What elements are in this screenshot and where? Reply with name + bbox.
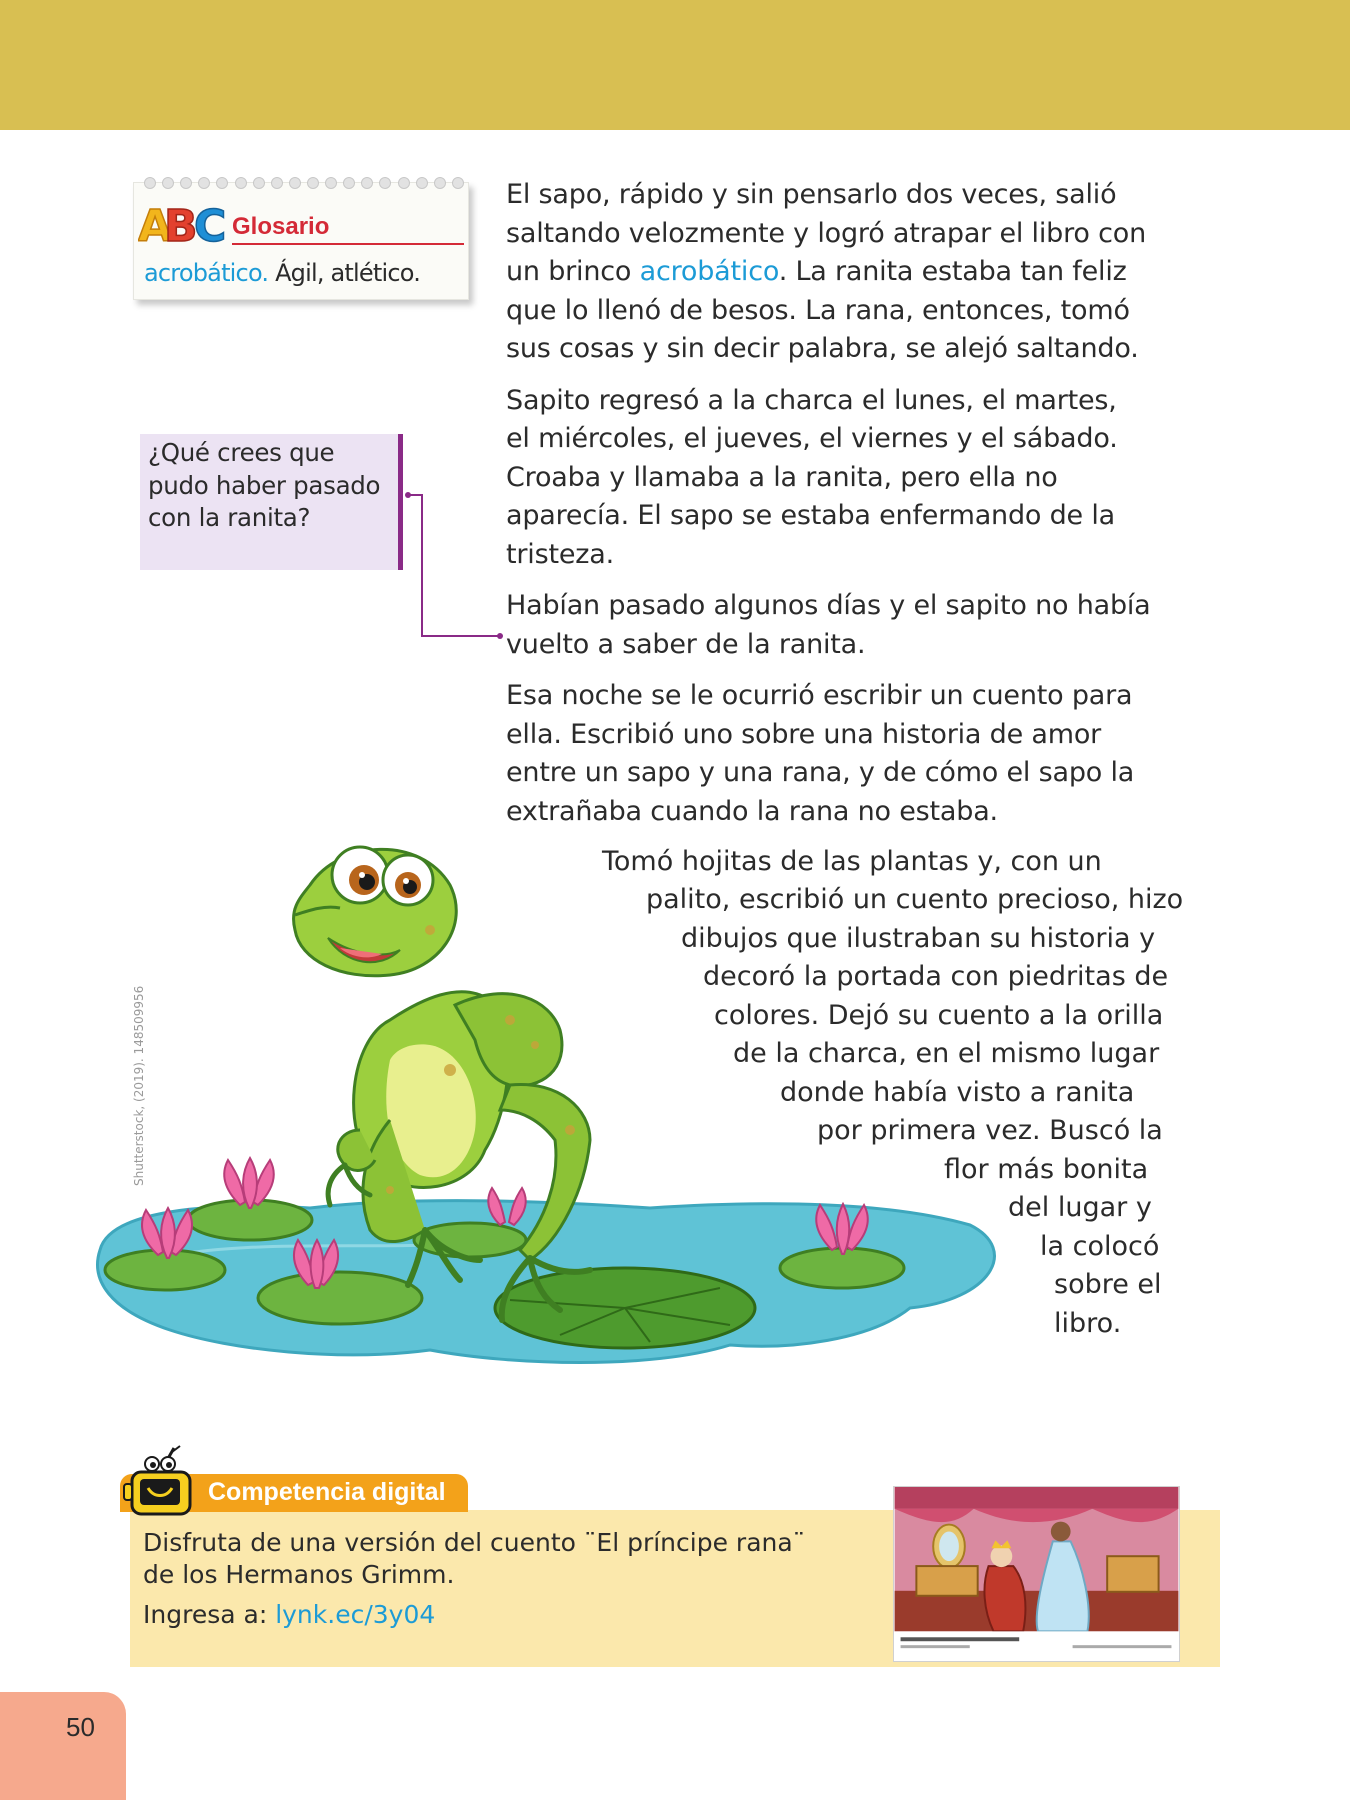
paragraph-4: Esa noche se le ocurrió escribir un cuento para ella. Escribió uno sobre una historia de amor entre un sapo y una rana, y de cómo el sapo la extrañaba cuando la rana no estaba. (506, 680, 1135, 827)
glossary-definition (144, 259, 420, 287)
spiral-rings (144, 177, 464, 191)
story-text (506, 176, 1246, 844)
page-number-tab (0, 1692, 126, 1800)
cd-line-1: Disfruta de una versión del cuento ¨El príncipe rana¨ (143, 1528, 806, 1557)
abc-logo-icon (138, 197, 230, 247)
header-band (0, 0, 1350, 130)
cd-line-3: Ingresa a: lynk.ec/3y04 (143, 1600, 436, 1629)
paragraph-1: El sapo, rápido y sin pensarlo dos veces, salió saltando velozmente y logró atrapar el libro con un brinco acrobático. La ranita estaba tan feliz que lo llenó de besos. La rana, entonces, tomó sus cosas y sin decir palabra, se alejó saltando. (506, 179, 1146, 364)
glossary-term: acrobático. (144, 259, 269, 287)
paragraph-3: Habían pasado algunos días y el sapito no había vuelto a saber de la ranita. (506, 590, 1151, 660)
svg-text:C: C (194, 201, 227, 247)
paragraph-2: Sapito regresó a la charca el lunes, el martes, el miércoles, el jueves, el viernes y el sábado. Croaba y llamaba a la ranita, pero ella no aparecía. El sapo se estaba enfermando de la tristeza. (506, 384, 1118, 570)
video-thumbnail[interactable] (893, 1486, 1180, 1662)
glossary-meaning: Ágil, atlético. (268, 259, 421, 287)
glossary-title: Glosario (232, 213, 330, 240)
glossary-term-highlight: acrobático (639, 256, 779, 287)
page-number: 50 (66, 1712, 95, 1742)
glossary-card (133, 182, 469, 300)
svg-text:B: B (164, 201, 198, 247)
robot-mascot-icon (122, 1444, 202, 1520)
cd-line-2: de los Hermanos Grimm. (143, 1560, 455, 1589)
video-link[interactable]: lynk.ec/3y04 (275, 1600, 436, 1629)
glossary-underline (232, 243, 464, 245)
competencia-digital-text (143, 1527, 805, 1631)
svg-text:A: A (138, 201, 173, 247)
competencia-digital-title: Competencia digital (208, 1478, 446, 1506)
question-box: ¿Qué crees que pudo haber pasado con la ranita? (140, 434, 403, 570)
question-connector (400, 490, 510, 640)
image-credit: Shutterstock, (2019). 148509956 (132, 985, 146, 1186)
